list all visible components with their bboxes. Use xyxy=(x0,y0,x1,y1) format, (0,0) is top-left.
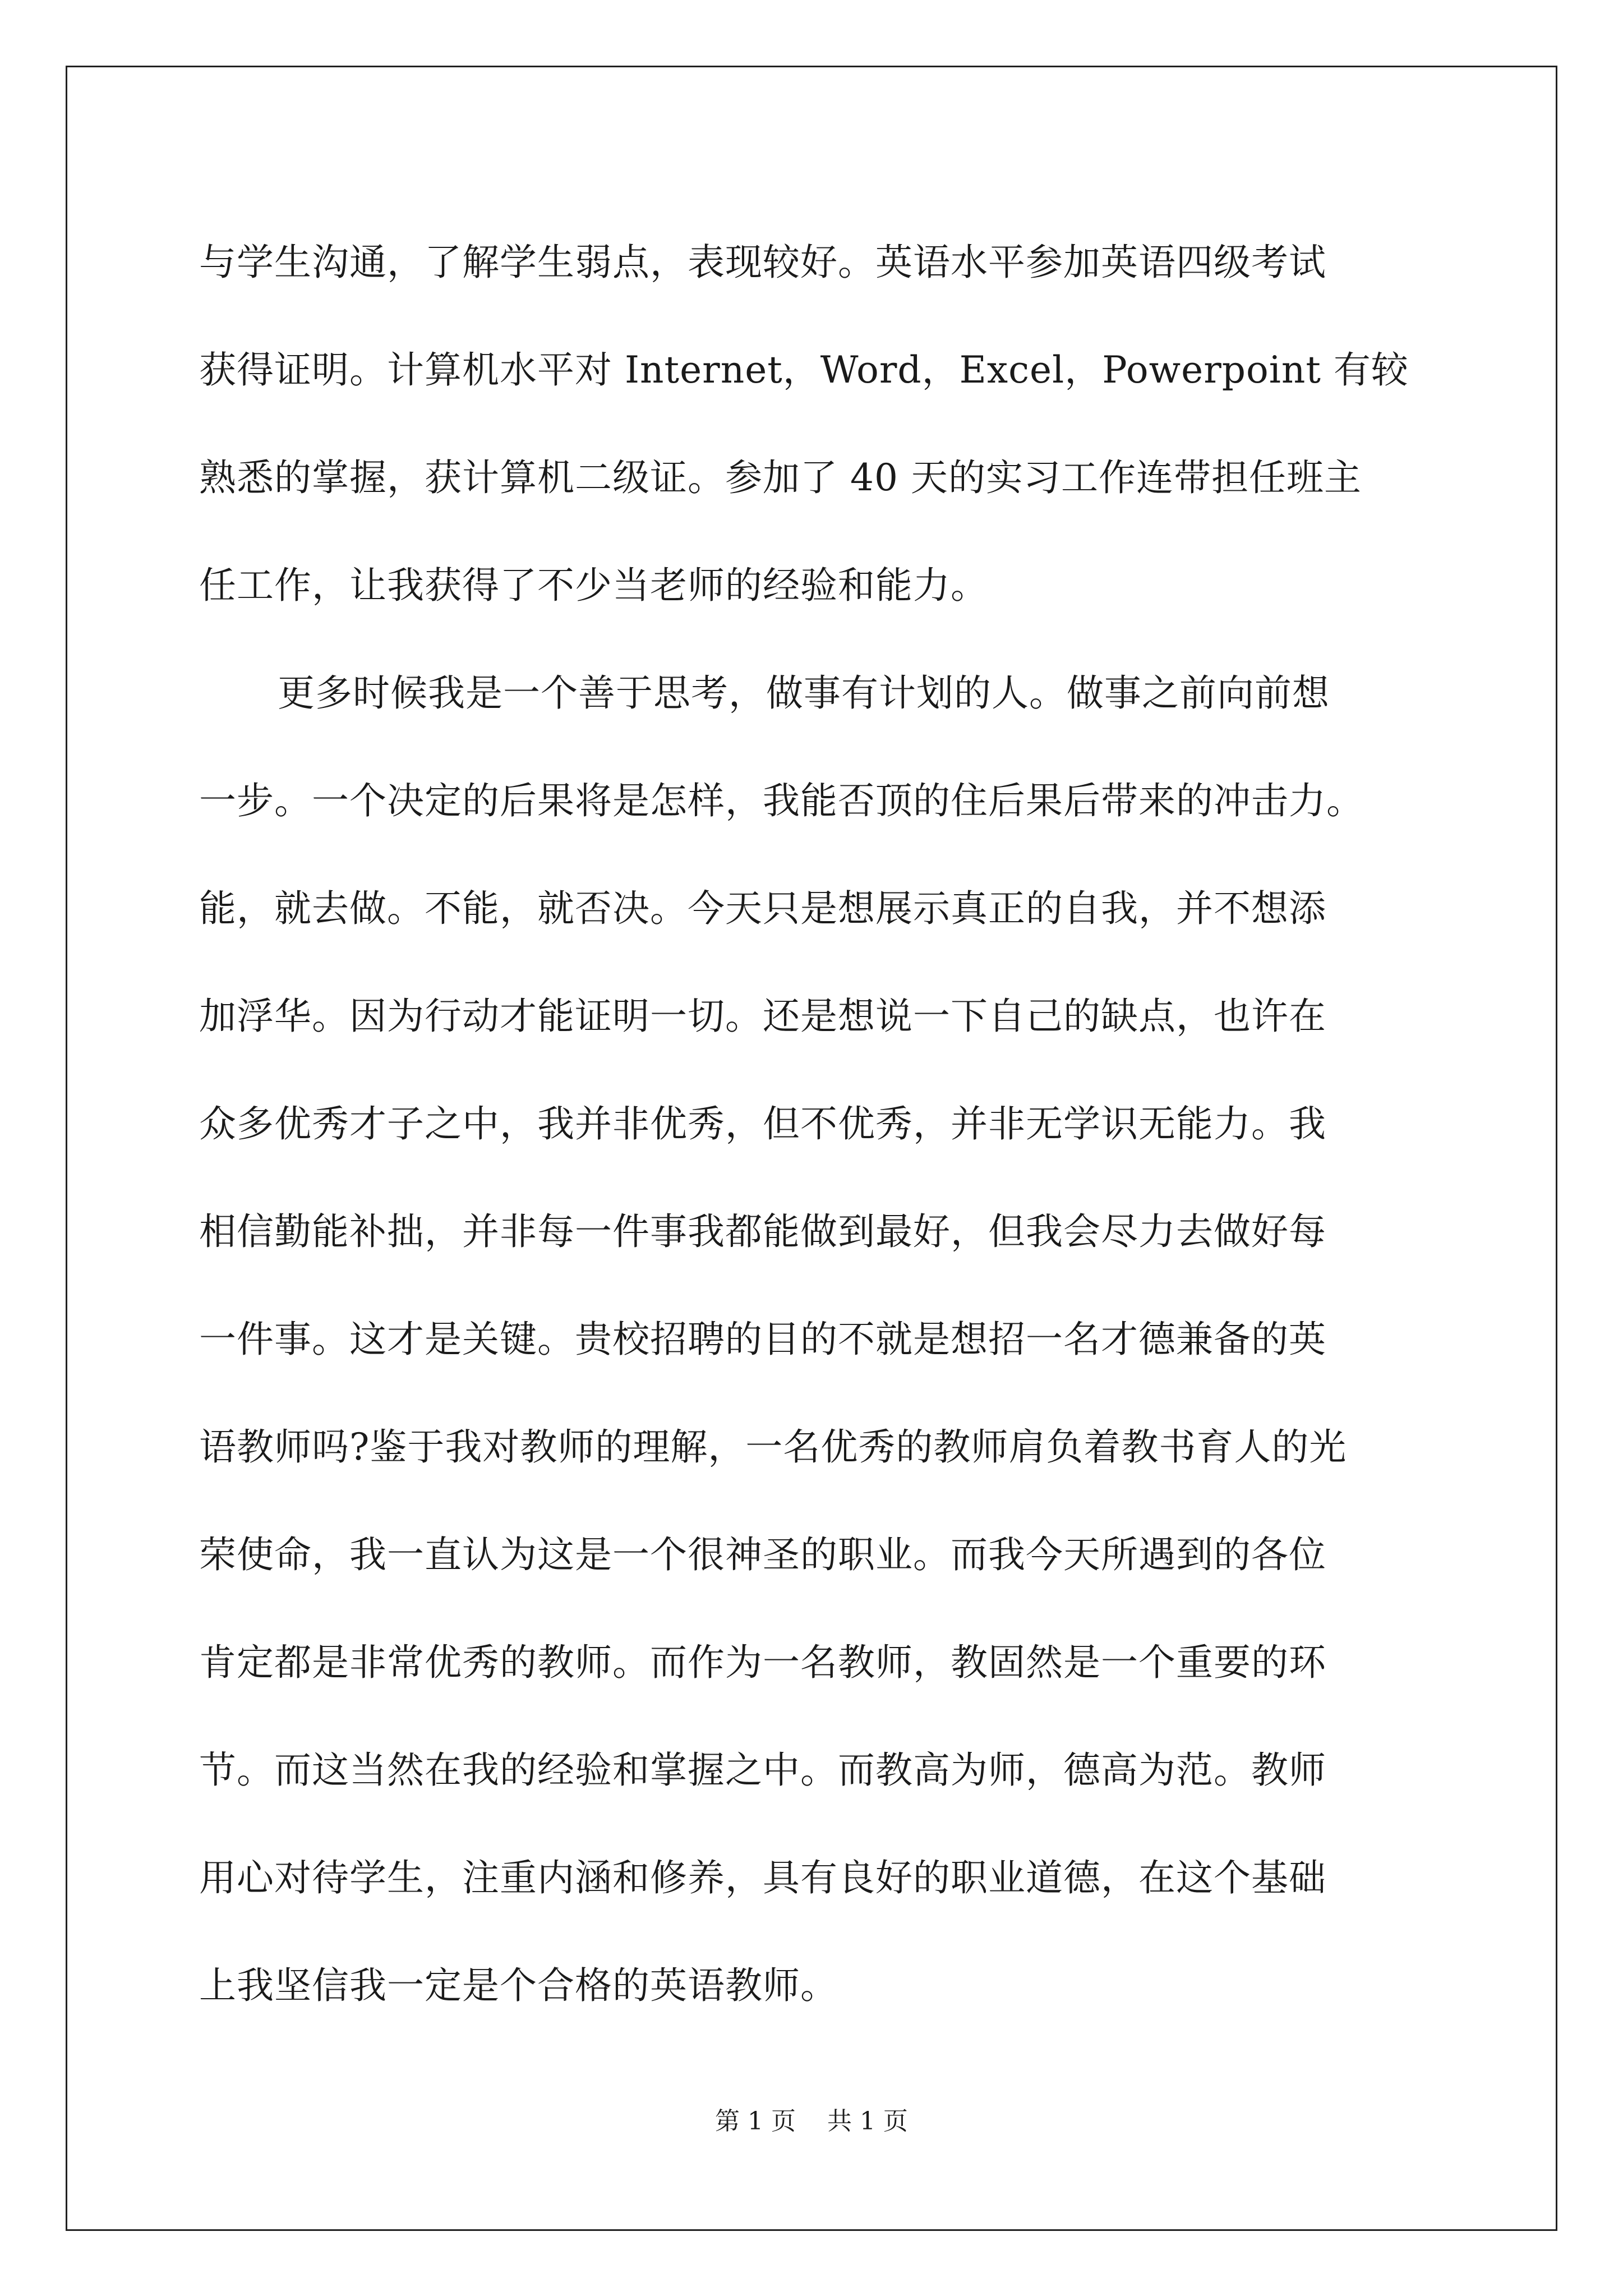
text-line: 获得证明。计算机水平对 Internet，Word，Excel，Powerpoint 有较 xyxy=(199,348,1409,392)
text-line: 相信勤能补拙，并非每一件事我都能做到最好，但我会尽力去做好每 xyxy=(199,1210,1326,1253)
paragraph-start-line: 更多时候我是一个善于思考，做事有计划的人。做事之前向前想 xyxy=(278,671,1330,715)
text-line: 与学生沟通，了解学生弱点，表现较好。英语水平参加英语四级考试 xyxy=(199,241,1326,284)
document-body xyxy=(199,209,1455,2040)
text-line: 上我坚信我一定是个合格的英语教师。 xyxy=(199,1964,838,2007)
text-line: 语教师吗?鉴于我对教师的理解，一名优秀的教师肩负着教书育人的光 xyxy=(199,1425,1347,1469)
text-line: 节。而这当然在我的经验和掌握之中。而教高为师，德高为范。教师 xyxy=(199,1749,1326,1792)
text-line: 能，就去做。不能，就否决。今天只是想展示真正的自我，并不想添 xyxy=(199,887,1326,930)
text-line: 加浮华。因为行动才能证明一切。还是想说一下自己的缺点，也许在 xyxy=(199,995,1326,1038)
text-line: 一件事。这才是关键。贵校招聘的目的不就是想招一名才德兼备的英 xyxy=(199,1318,1326,1361)
text-line: 肯定都是非常优秀的教师。而作为一名教师，教固然是一个重要的环 xyxy=(199,1641,1326,1684)
text-line: 用心对待学生，注重内涵和修养，具有良好的职业道德，在这个基础 xyxy=(199,1856,1326,1899)
text-line: 熟悉的掌握，获计算机二级证。参加了 40 天的实习工作连带担任班主 xyxy=(199,456,1362,499)
text-line: 荣使命，我一直认为这是一个很神圣的职业。而我今天所遇到的各位 xyxy=(199,1533,1326,1576)
text-line: 众多优秀才子之中，我并非优秀，但不优秀，并非无学识无能力。我 xyxy=(199,1102,1326,1145)
page-footer: 第 1 页 共 1 页 xyxy=(715,2107,908,2136)
text-line: 一步。一个决定的后果将是怎样，我能否顶的住后果后带来的冲击力。 xyxy=(199,779,1364,822)
text-line: 任工作，让我获得了不少当老师的经验和能力。 xyxy=(199,564,988,607)
